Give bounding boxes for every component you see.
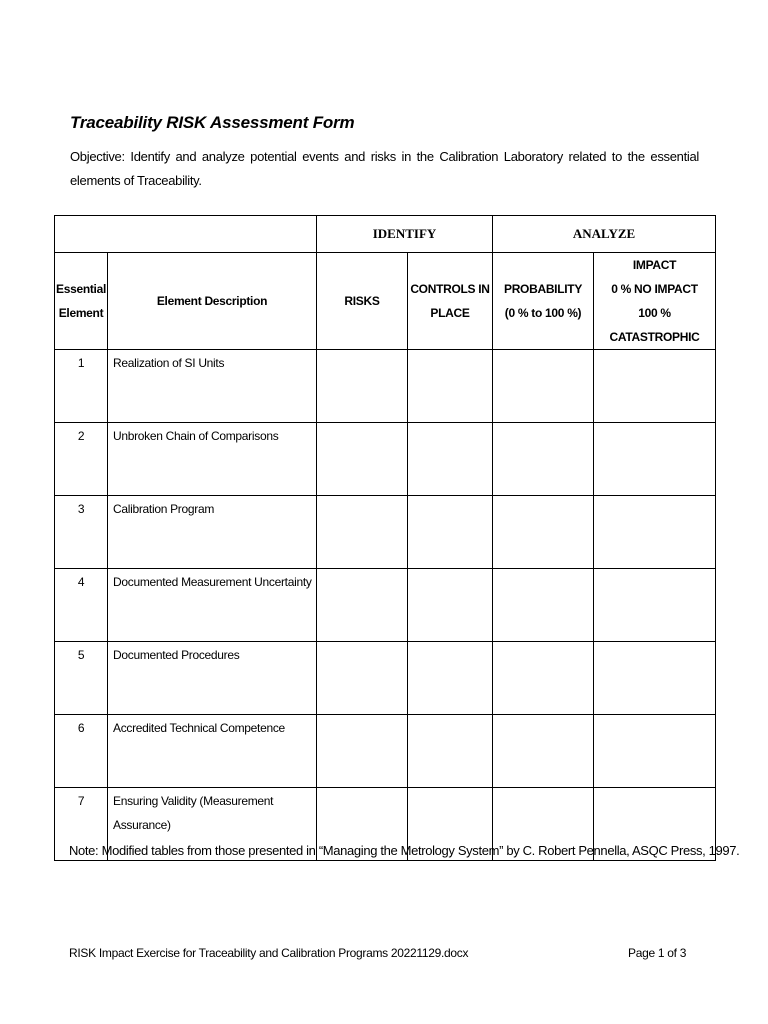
element-number: 2 — [55, 423, 108, 496]
probability-cell[interactable] — [493, 496, 594, 569]
table-row — [55, 569, 716, 642]
element-description: Realization of SI Units — [108, 350, 317, 423]
probability-cell[interactable] — [493, 715, 594, 788]
impact-cell[interactable] — [594, 423, 716, 496]
table-row — [55, 496, 716, 569]
footer-page-number: Page 1 of 3 — [628, 946, 687, 960]
risks-cell[interactable] — [317, 642, 408, 715]
controls-header: CONTROLS IN PLACE — [408, 253, 493, 350]
footer-filename: RISK Impact Exercise for Traceability and Calibration Programs 20221129.docx — [69, 946, 469, 960]
probability-cell[interactable] — [493, 423, 594, 496]
impact-cell[interactable] — [594, 642, 716, 715]
controls-cell[interactable] — [408, 715, 493, 788]
risks-cell[interactable] — [317, 496, 408, 569]
probability-cell[interactable] — [493, 569, 594, 642]
analyze-header: ANALYZE — [493, 216, 716, 253]
identify-header: IDENTIFY — [317, 216, 493, 253]
element-number: 6 — [55, 715, 108, 788]
element-number: 1 — [55, 350, 108, 423]
objective-text: Objective: Identify and analyze potential events and risks in the Calibration Laboratory related to the essential elements of Traceability. — [70, 149, 699, 188]
impact-header: IMPACT 0 % NO IMPACT 100 % CATASTROPHIC — [594, 253, 716, 350]
impact-cell[interactable] — [594, 350, 716, 423]
element-description-header: Element Description — [108, 253, 317, 350]
impact-cell[interactable] — [594, 496, 716, 569]
controls-cell[interactable] — [408, 569, 493, 642]
element-description: Calibration Program — [108, 496, 317, 569]
element-description: Documented Measurement Uncertainty — [108, 569, 317, 642]
risks-header: RISKS — [317, 253, 408, 350]
element-number: 3 — [55, 496, 108, 569]
controls-cell[interactable] — [408, 423, 493, 496]
element-description: Accredited Technical Competence — [108, 715, 317, 788]
probability-header: PROBABILITY (0 % to 100 %) — [493, 253, 594, 350]
impact-cell[interactable] — [594, 569, 716, 642]
element-description: Unbroken Chain of Comparisons — [108, 423, 317, 496]
risks-cell[interactable] — [317, 715, 408, 788]
element-number: 4 — [55, 569, 108, 642]
probability-cell[interactable] — [493, 350, 594, 423]
controls-cell[interactable] — [408, 496, 493, 569]
impact-cell[interactable] — [594, 715, 716, 788]
source-note: Note: Modified tables from those presented in “Managing the Metrology System” by C. Robert Pennella, ASQC Press, 1997. — [69, 843, 740, 858]
controls-cell[interactable] — [408, 350, 493, 423]
column-header-row — [55, 253, 716, 350]
risks-cell[interactable] — [317, 350, 408, 423]
element-number: 5 — [55, 642, 108, 715]
risks-cell[interactable] — [317, 569, 408, 642]
form-title: Traceability RISK Assessment Form — [70, 113, 355, 132]
table-row — [55, 350, 716, 423]
element-number: 7 — [55, 788, 108, 861]
risks-cell[interactable] — [317, 423, 408, 496]
table-row — [55, 715, 716, 788]
probability-cell[interactable] — [493, 642, 594, 715]
group-header-row — [55, 216, 716, 253]
essential-element-header: Essential Element — [55, 253, 108, 350]
group-header-blank — [55, 216, 317, 253]
controls-cell[interactable] — [408, 642, 493, 715]
table-row — [55, 423, 716, 496]
risk-assessment-table — [54, 215, 716, 861]
element-description: Ensuring Validity (Measurement Assurance) — [108, 788, 317, 861]
element-description: Documented Procedures — [108, 642, 317, 715]
table-row — [55, 642, 716, 715]
